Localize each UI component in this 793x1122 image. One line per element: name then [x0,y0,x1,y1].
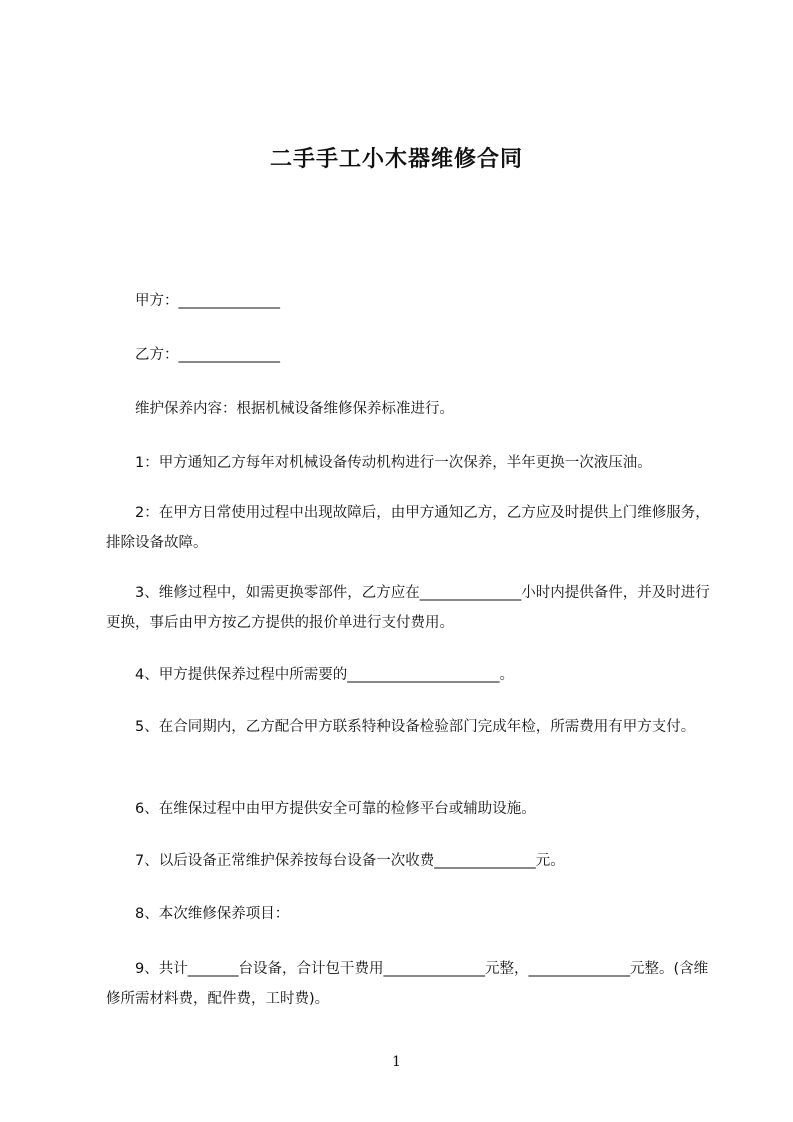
clause-9: 9、共计_______台设备，合计包干费用______________元整，______________元整。(含维修所需材料费，配件费，工时费)。 [106,961,709,1007]
clause-7: 7、以后设备正常维护保养按每台设备一次收费______________元。 [106,853,565,869]
clause-1: 1：甲方通知乙方每年对机械设备传动机构进行一次保养，半年更换一次液压油。 [106,455,652,471]
clause-5: 5、在合同期内，乙方配合甲方联系特种设备检验部门完成年检，所需费用有甲方支付。 [106,719,696,735]
maintenance-content-intro: 维护保养内容：根据机械设备维修保养标准进行。 [106,401,454,417]
clause-3: 3、维修过程中，如需更换零部件，乙方应在______________小时内提供备件，并及时进行更换，事后由甲方按乙方提供的报价单进行支付费用。 [106,585,710,631]
clause-8: 8、本次维修保养项目： [106,906,290,922]
page-number: 1 [392,1054,401,1070]
party-b-line: 乙方：______________ [106,347,280,363]
clause-6: 6、在维保过程中由甲方提供安全可靠的检修平台或辅助设施。 [106,801,536,817]
clause-4: 4、甲方提供保养过程中所需要的_____________________。 [106,667,514,683]
clause-2: 2：在甲方日常使用过程中出现故障后，由甲方通知乙方，乙方应及时提供上门维修服务，排除设备故障。 [106,505,710,551]
document-title: 二手手工小木器维修合同 [269,147,523,172]
party-a-line: 甲方：______________ [106,293,280,309]
